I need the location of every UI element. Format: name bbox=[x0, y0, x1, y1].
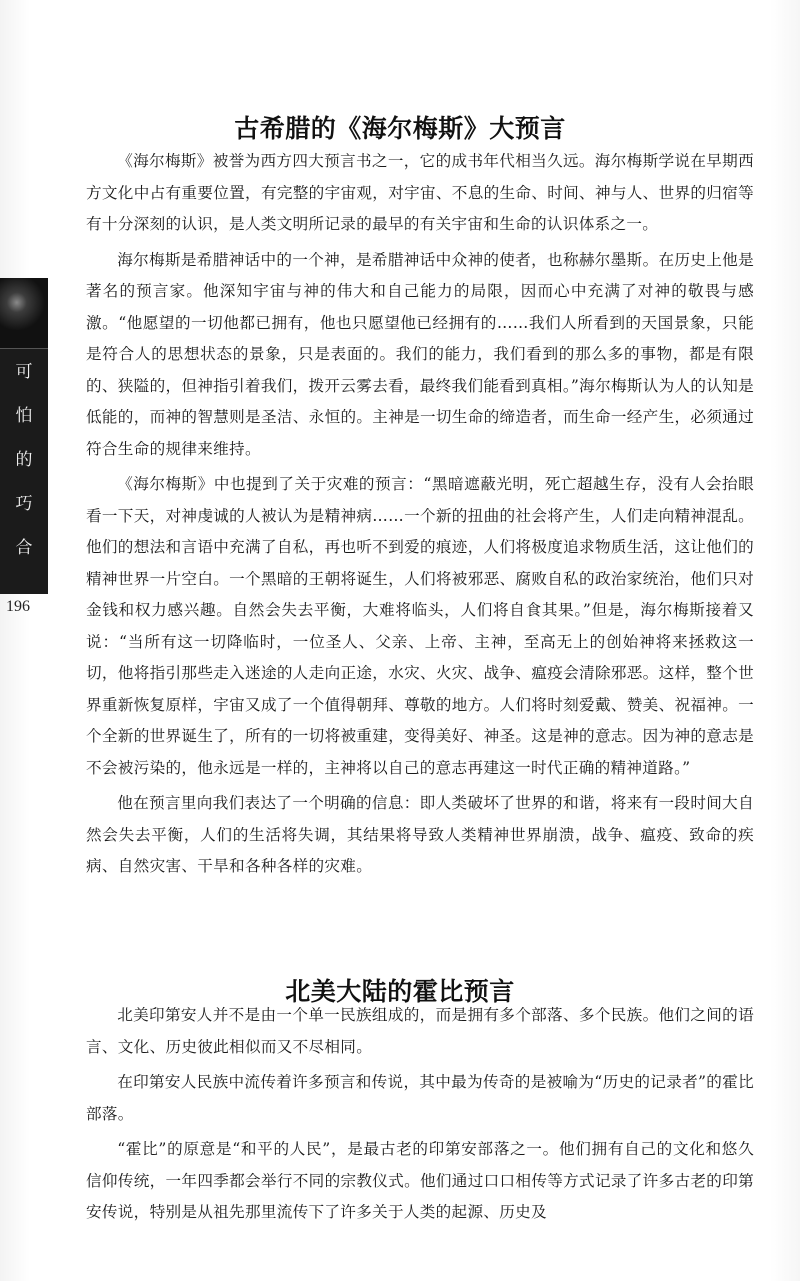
section-title-hermes: 古希腊的《海尔梅斯》大预言 bbox=[234, 113, 566, 143]
paragraph: 北美印第安人并不是由一个单一民族组成的，而是拥有多个部落、多个民族。他们之间的语言、文化、历史彼此相似而又不尽相同。 bbox=[86, 1006, 754, 1056]
paragraph: 他在预言里向我们表达了一个明确的信息：即人类破坏了世界的和谐，将来有一段时间大自然会失去平衡，人们的生活将失调，其结果将导致人类精神世界崩溃，战争、瘟疫、致命的疾病、自然灾害、干旱和各种各样的灾难。 bbox=[86, 794, 754, 875]
section-title-hopi: 北美大陆的霍比预言 bbox=[285, 976, 515, 1006]
side-tab-char: 合 bbox=[15, 538, 33, 558]
paragraph: 《海尔梅斯》中也提到了关于灾难的预言：“黑暗遮蔽光明，死亡超越生存，没有人会抬眼看一下天，对神虔诚的人被认为是精神病……一个新的扭曲的社会将产生，人们走向精神混乱。他们的想法和言语中充满了自私，再也听不到爱的痕迹，人们将极度追求物质生活，这让他们的精神世界一片空白。一个黑暗的王朝将诞生，人们将被邪恶、腐败自私的政治家统治，他们只对金钱和权力感兴趣。自然会失去平衡，大难将临头，人们将自食其果。”但是，海尔梅斯接着又说：“当所有这一切降临时，一位圣人、父亲、上帝、主神，至高无上的创始神将来拯救这一切，他将指引那些走入迷途的人走向正途，水灾、火灾、战争、瘟疫会清除邪恶。这样，整个世界重新恢复原样，宇宙又成了一个值得朝拜、尊敬的地方。人们将时刻爱戴、赞美、祝福神。一个全新的世界诞生了，所有的一切将被重建，变得美好、神圣。这是神的意志。因为神的意志是不会被污染的，他永远是一样的，主神将以自己的意志再建这一时代正确的精神道路。” bbox=[86, 475, 754, 777]
chapter-side-tab bbox=[0, 278, 48, 594]
paragraph: 《海尔梅斯》被誉为西方四大预言书之一，它的成书年代相当久远。海尔梅斯学说在早期西方文化中占有重要位置，有完整的宇宙观，对宇宙、不息的生命、时间、神与人、世界的归宿等有十分深刻的认识，是人类文明所记录的最早的有关宇宙和生命的认识体系之一。 bbox=[86, 152, 754, 233]
paragraph: 海尔梅斯是希腊神话中的一个神，是希腊神话中众神的使者，也称赫尔墨斯。在历史上他是著名的预言家。他深知宇宙与神的伟大和自己能力的局限，因而心中充满了对神的敬畏与感激。“他愿望的一切他都已拥有，他也只愿望他已经拥有的……我们人所看到的天国景象，只能是符合人的思想状态的景象，只是表面的。我们的能力，我们看到的那么多的事物，都是有限的、狭隘的，但神指引着我们，拨开云雾去看，最终我们能看到真相。”海尔梅斯认为人的认知是低能的，而神的智慧则是圣洁、永恒的。主神是一切生命的缔造者，而生命一经产生，必须通过符合生命的规律来维持。 bbox=[86, 250, 755, 458]
paragraph: 在印第安人民族中流传着许多预言和传说，其中最为传奇的是被喻为“历史的记录者”的霍比部落。 bbox=[86, 1073, 754, 1123]
side-tab-char: 怕 bbox=[15, 406, 33, 426]
side-tab-title bbox=[0, 364, 48, 584]
paragraph: “霍比”的原意是“和平的人民”，是最古老的印第安部落之一。他们拥有自己的文化和悠久信仰传统，一年四季都会举行不同的宗教仪式。他们通过口口相传等方式记录了许多古老的印第安传说，特别是从祖先那里流传下了许多关于人类的起源、历史及 bbox=[86, 1140, 754, 1221]
section-body-hopi bbox=[86, 1000, 754, 1233]
page-number: 196 bbox=[6, 598, 30, 615]
section-body-hermes bbox=[86, 146, 754, 887]
side-tab-image bbox=[0, 278, 48, 349]
side-tab-char: 可 bbox=[15, 362, 33, 382]
side-tab-char: 的 bbox=[15, 450, 33, 470]
side-tab-char: 巧 bbox=[15, 494, 33, 514]
